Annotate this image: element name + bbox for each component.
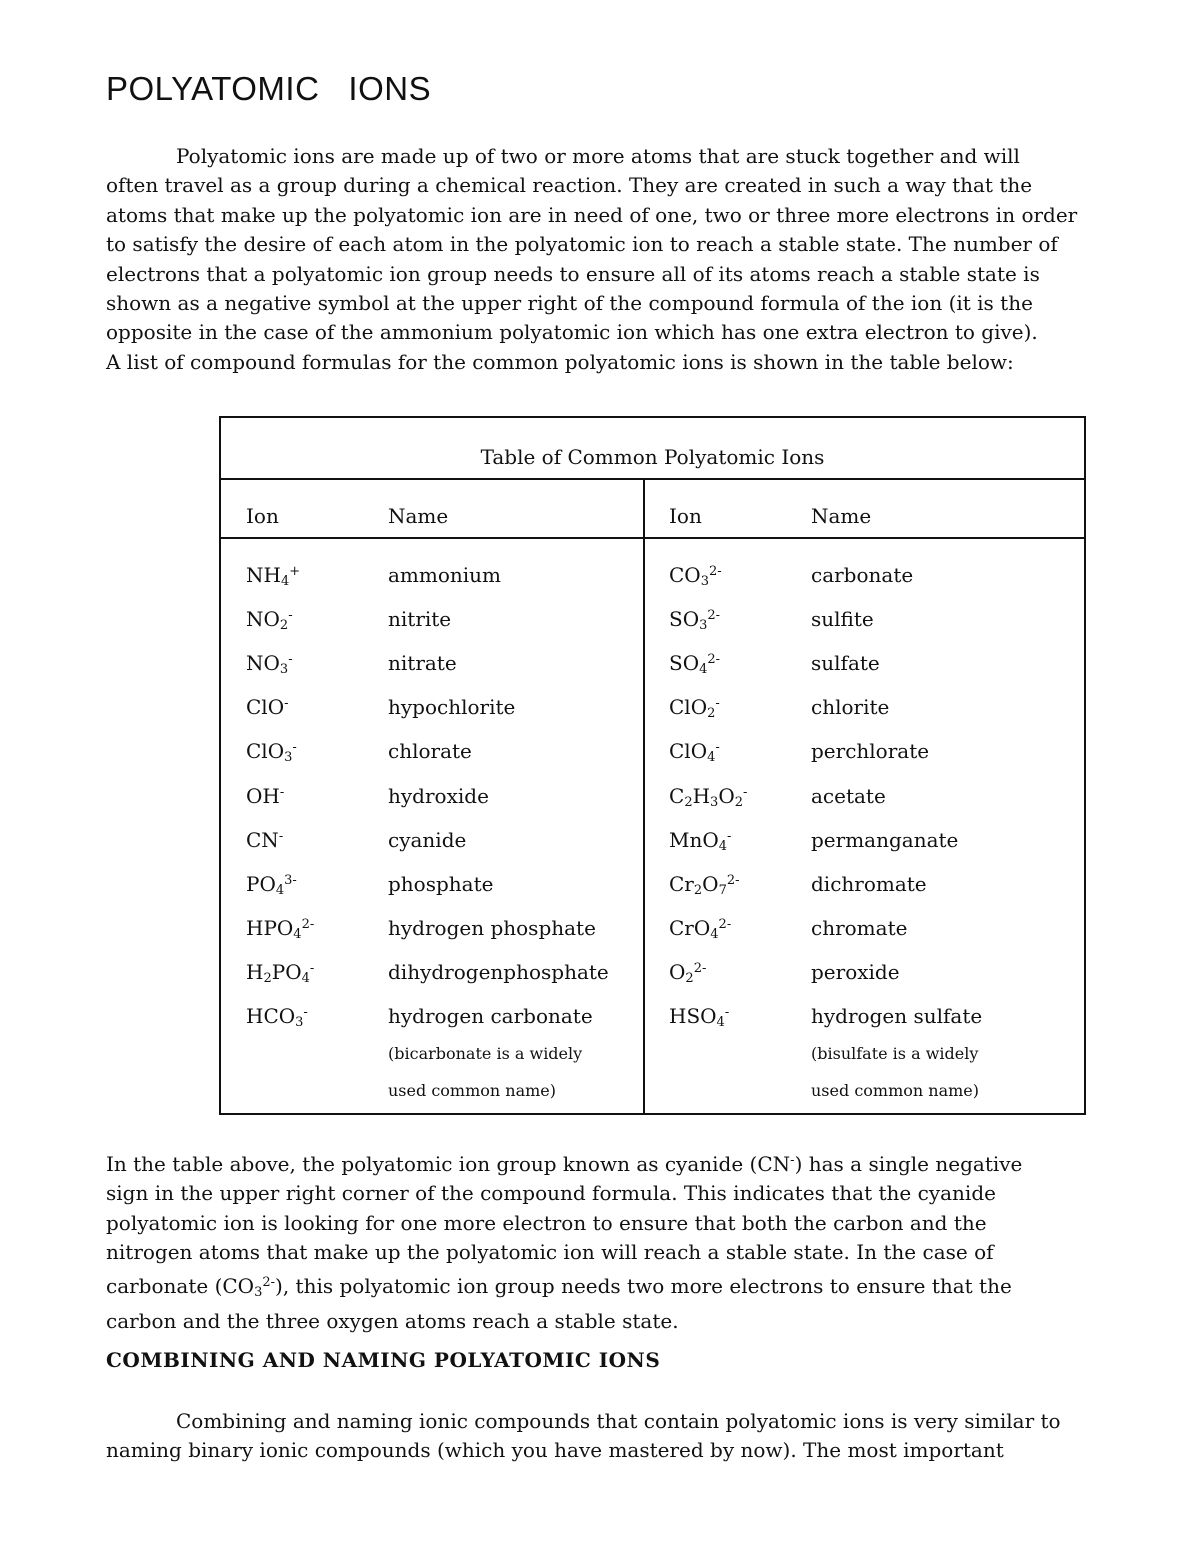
ion-formula-text: NH <box>246 563 281 587</box>
paragraph-line: Combining and naming ionic compounds that contain polyatomic ions is very similar to <box>176 1409 1061 1433</box>
paragraph-line: to satisfy the desire of each atom in the polyatomic ion to reach a stable state. The number of <box>106 232 1058 257</box>
ion-name: chlorite <box>811 695 890 720</box>
column-header-ion: Ion <box>669 504 702 528</box>
ion-formula-text: HSO <box>669 1004 717 1028</box>
paragraph-line <box>106 1238 1106 1267</box>
ion-name: ammonium <box>388 563 502 587</box>
table-column-divider <box>643 479 645 1113</box>
ion-formula <box>246 828 283 852</box>
ion-formula-superscript: 2- <box>707 652 721 668</box>
paragraph-line: shown as a negative symbol at the upper right of the compound formula of the ion (it is the <box>106 291 1033 316</box>
ion-formula <box>246 563 300 589</box>
ion-formula-subscript: 2 <box>693 882 703 898</box>
ion-formula-text: O <box>702 871 719 896</box>
ion-formula <box>669 563 722 589</box>
ion-formula-subscript: 4 <box>301 970 310 986</box>
paragraph-text: ), this polyatomic ion group needs two more electrons to ensure that the <box>275 1273 1012 1298</box>
ion-formula <box>669 784 747 810</box>
ion-formula-text: H <box>692 783 711 808</box>
ion-formula-subscript: 3 <box>279 662 289 678</box>
ion-name: dichromate <box>811 871 927 896</box>
ion-name: hydrogen carbonate <box>388 1004 593 1028</box>
section-heading: COMBINING AND NAMING POLYATOMIC IONS <box>106 1348 661 1372</box>
column-header-name: Name <box>811 504 872 528</box>
ion-formula-superscript: - <box>743 784 748 800</box>
paragraph-line: often travel as a group during a chemical reaction. They are created in such a way that the <box>106 173 1033 198</box>
ion-formula-subscript: 4 <box>275 882 285 898</box>
ion-formula-superscript: - <box>278 828 284 844</box>
paragraph-subscript: 3 <box>254 1284 263 1300</box>
ion-name: hypochlorite <box>388 695 516 720</box>
ion-formula-superscript: - <box>715 696 720 712</box>
table-note: (bicarbonate is a widely <box>388 1044 583 1064</box>
ion-formula <box>246 1004 308 1030</box>
ion-formula-superscript: - <box>288 608 293 624</box>
ion-formula-text: MnO <box>669 827 719 852</box>
ion-formula-subscript: 3 <box>295 1015 304 1030</box>
ion-formula-superscript: - <box>284 696 289 712</box>
table-caption: Table of Common Polyatomic Ions <box>480 445 825 469</box>
table-divider <box>221 537 1084 539</box>
ion-formula-text: O <box>669 959 686 984</box>
ion-name: dihydrogenphosphate <box>388 959 609 984</box>
ion-formula-text: ClO <box>246 695 285 720</box>
ion-formula-subscript: 4 <box>707 750 716 766</box>
ion-formula-superscript: - <box>715 740 720 756</box>
ion-formula-superscript: - <box>724 1005 730 1020</box>
ion-formula-text: CO <box>669 563 701 587</box>
ion-formula-text: OH <box>246 783 280 808</box>
ion-formula-text: C <box>669 783 685 808</box>
ion-formula <box>669 607 720 633</box>
page-title: POLYATOMIC IONS <box>106 70 432 107</box>
table-divider <box>221 478 1084 480</box>
ion-formula-subscript: 2 <box>684 794 693 810</box>
ion-formula <box>669 651 720 677</box>
polyatomic-ions-table <box>219 416 1086 1115</box>
ion-formula-superscript: - <box>727 828 732 844</box>
paragraph-text: carbon and the three oxygen atoms reach a stable state. <box>106 1309 679 1334</box>
ion-formula-subscript: 3 <box>284 750 293 766</box>
paragraph-line <box>106 1209 1106 1238</box>
ion-formula-text: PO <box>246 871 276 896</box>
ion-formula-text: CN <box>246 827 279 852</box>
ion-formula-subscript: 3 <box>710 794 719 810</box>
ion-name: hydrogen sulfate <box>811 1004 983 1028</box>
ion-formula-subscript: 3 <box>699 618 708 634</box>
ion-formula-text: PO <box>271 959 302 984</box>
column-header-ion: Ion <box>246 504 279 528</box>
ion-formula <box>669 1004 729 1030</box>
cyanide-paragraph <box>106 1146 1106 1336</box>
ion-formula <box>669 960 706 986</box>
column-header-name: Name <box>388 504 449 528</box>
ion-formula-text: SO <box>669 651 700 676</box>
ion-formula-superscript: 2- <box>718 916 732 932</box>
ion-formula-text: ClO <box>246 739 285 764</box>
ion-formula-subscript: 2 <box>734 794 744 810</box>
ion-formula-subscript: 4 <box>718 838 728 854</box>
ion-name: cyanide <box>388 827 467 852</box>
ion-name: carbonate <box>811 563 914 587</box>
ion-formula-text: HPO <box>246 915 294 940</box>
ion-formula <box>246 916 314 942</box>
paragraph-text: In the table above, the polyatomic ion group known as cyanide (CN <box>106 1152 791 1176</box>
ion-formula <box>246 960 314 986</box>
ion-formula-text: H <box>246 959 264 984</box>
paragraph-line <box>106 1146 1106 1179</box>
ion-formula-superscript: - <box>303 1005 308 1020</box>
combining-paragraph <box>106 1407 1106 1466</box>
table-note: used common name) <box>811 1081 979 1101</box>
ion-name: phosphate <box>388 871 494 896</box>
ion-formula-text: ClO <box>669 739 708 764</box>
paragraph-line <box>106 1307 1106 1336</box>
ion-name: hydrogen phosphate <box>388 915 596 940</box>
ion-formula-subscript: 4 <box>710 926 719 942</box>
ion-formula-superscript: 2- <box>301 916 315 932</box>
ion-formula-text: HCO <box>246 1004 296 1028</box>
ion-formula-superscript: 2- <box>726 872 740 888</box>
ion-formula-subscript: 3 <box>700 574 709 589</box>
paragraph-line: opposite in the case of the ammonium polyatomic ion which has one extra electron to give). <box>106 320 1038 345</box>
ion-formula-superscript: 3- <box>284 872 297 888</box>
ion-formula <box>246 651 293 677</box>
ion-formula-subscript: 2 <box>263 970 272 986</box>
table-note: used common name) <box>388 1081 556 1101</box>
ion-formula-superscript: 2- <box>693 960 707 976</box>
ion-formula-subscript: 4 <box>716 1015 725 1030</box>
ion-formula-text: Cr <box>669 871 694 896</box>
ion-formula <box>669 916 731 942</box>
ion-formula <box>669 872 740 898</box>
paragraph-text: ) has a single negative <box>794 1152 1023 1176</box>
paragraph-line: atoms that make up the polyatomic ion are in need of one, two or three more electrons in order <box>106 202 1078 227</box>
paragraph-superscript: - <box>790 1153 795 1168</box>
paragraph-line: Polyatomic ions are made up of two or more atoms that are stuck together and will <box>176 144 1020 168</box>
ion-formula-superscript: - <box>292 740 297 756</box>
ion-name: sulfite <box>811 607 874 632</box>
ion-formula-superscript: - <box>279 784 285 800</box>
ion-formula-text: NO <box>246 607 280 632</box>
ion-name: peroxide <box>811 959 900 984</box>
ion-formula-text: ClO <box>669 695 708 720</box>
table-note: (bisulfate is a widely <box>811 1044 979 1064</box>
ion-formula <box>669 695 720 721</box>
ion-formula-text: CrO <box>669 915 711 940</box>
ion-formula-superscript: 2- <box>707 608 721 624</box>
ion-formula-superscript: + <box>289 564 301 579</box>
ion-name: chromate <box>811 915 908 940</box>
ion-formula-superscript: 2- <box>708 564 722 579</box>
ion-formula <box>246 739 297 765</box>
ion-formula-superscript: - <box>288 652 293 668</box>
paragraph-text: sign in the upper right corner of the compound formula. This indicates that the cyanide <box>106 1181 996 1206</box>
ion-name: acetate <box>811 783 886 808</box>
ion-formula-text: SO <box>669 607 700 632</box>
ion-name: hydroxide <box>388 783 489 808</box>
ion-formula-subscript: 2 <box>685 970 694 986</box>
intro-paragraph <box>106 142 1106 377</box>
paragraph-line <box>106 1268 1106 1307</box>
ion-formula <box>246 784 284 808</box>
ion-name: permanganate <box>811 827 959 852</box>
ion-formula-subscript: 4 <box>699 662 708 678</box>
ion-formula-subscript: 2 <box>279 618 289 634</box>
ion-formula <box>669 828 731 854</box>
paragraph-text: nitrogen atoms that make up the polyatomic ion will reach a stable state. In the case of <box>106 1240 994 1265</box>
paragraph-superscript: 2- <box>262 1274 276 1290</box>
ion-formula-superscript: - <box>309 960 315 976</box>
ion-formula-text: NO <box>246 651 280 676</box>
paragraph-line: A list of compound formulas for the common polyatomic ions is shown in the table below: <box>106 349 1014 374</box>
ion-formula <box>246 695 289 719</box>
paragraph-text: polyatomic ion is looking for one more electron to ensure that both the carbon and the <box>106 1210 987 1235</box>
ion-name: nitrite <box>388 607 452 632</box>
ion-name: nitrate <box>388 651 457 676</box>
ion-formula <box>246 872 297 898</box>
ion-formula-subscript: 4 <box>280 574 290 589</box>
ion-name: chlorate <box>388 739 472 764</box>
ion-name: perchlorate <box>811 739 930 764</box>
paragraph-text: carbonate (CO <box>106 1273 255 1298</box>
paragraph-line: naming binary ionic compounds (which you have mastered by now). The most important <box>106 1438 1004 1463</box>
ion-formula-text: O <box>718 783 735 808</box>
paragraph-line: electrons that a polyatomic ion group needs to ensure all of its atoms reach a stable state is <box>106 261 1040 286</box>
ion-formula-subscript: 4 <box>293 926 302 942</box>
ion-formula <box>669 739 720 765</box>
ion-formula-subscript: 2 <box>707 706 716 722</box>
ion-formula-subscript: 7 <box>718 882 727 898</box>
ion-name: sulfate <box>811 651 880 676</box>
paragraph-line <box>106 1179 1106 1208</box>
ion-formula <box>246 607 293 633</box>
